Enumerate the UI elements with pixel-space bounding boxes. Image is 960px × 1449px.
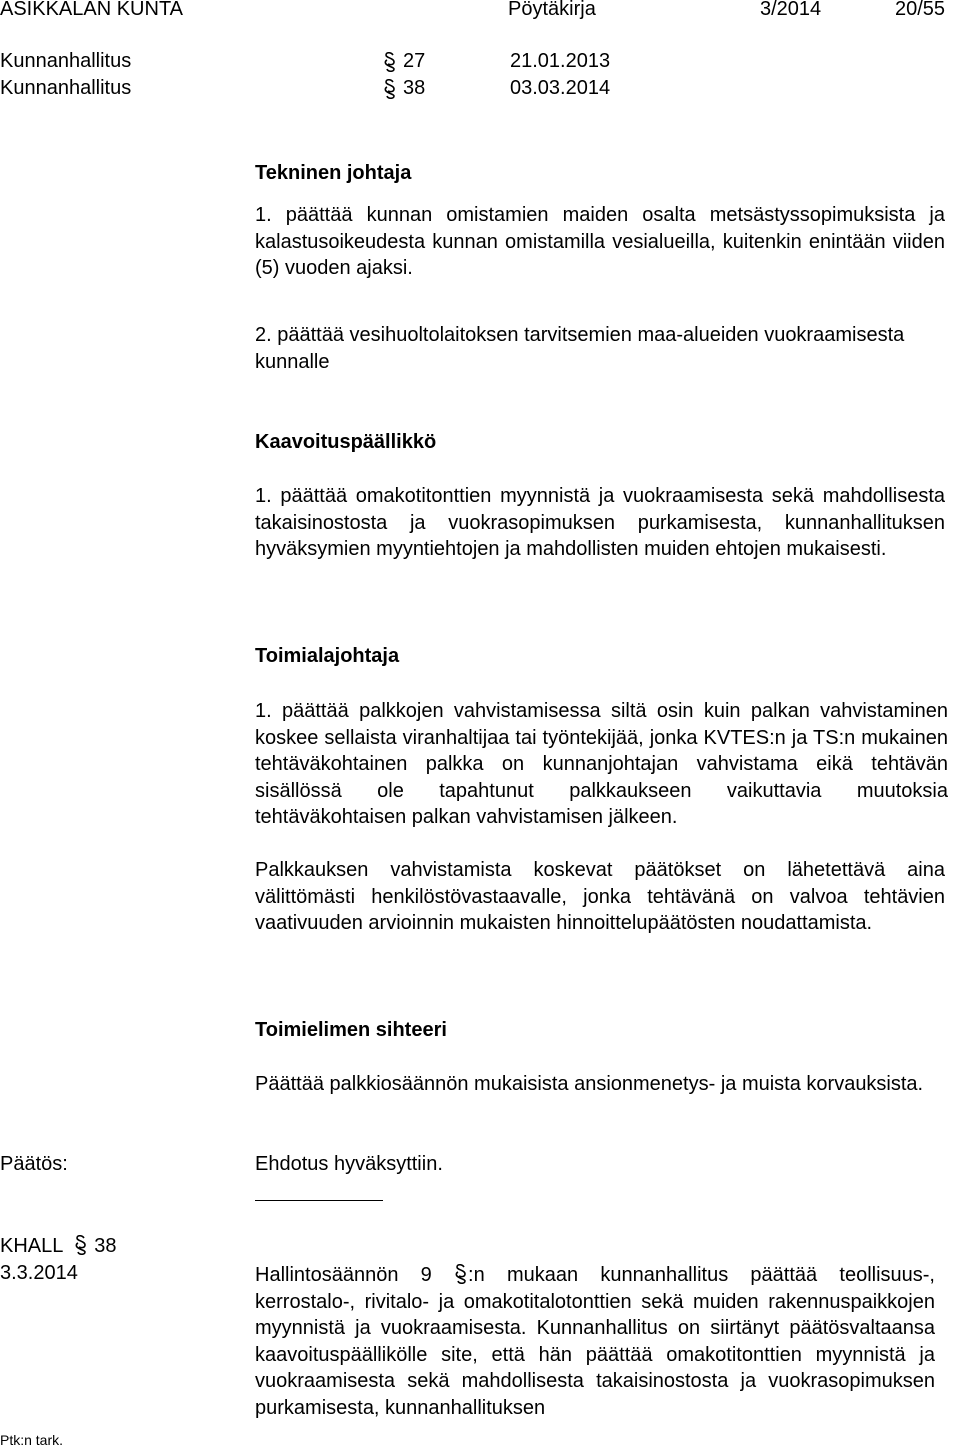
list-item: [255, 202, 945, 282]
khall-paragraph: [255, 1262, 935, 1421]
khall-text-prefix: Hallintosäännön 9: [255, 1264, 432, 1286]
meeting-body: Kunnanhallitus: [0, 77, 132, 99]
section-sign-icon: [454, 1264, 468, 1284]
paragraph-text: 1. päättää palkkojen vahvistamisessa siltä osin kuin palkan vahvistaminen koskee sellaista viranhaltijaa tai työntekijää, jonka KVTES:n ja TS:n mukainen tehtäväkohtainen palkka on kunnanjohtajan vahvistama eikä tehtävän sisällössä ole tapahtunut palkkaukseen vaikuttavia muutoksia tehtäväkohtaisen palkan vahvistamisen jälkeen.: [255, 700, 948, 828]
paragraph: [255, 1071, 925, 1098]
meeting-body: Kunnanhallitus: [0, 50, 132, 72]
paragraph-text: 1. päättää kunnan omistamien maiden osalta metsästyssopimuksista ja kalastusoikeudesta kunnan omistamilla vesialueilla, kuitenkin enintään viiden (5) vuoden ajaksi.: [255, 204, 945, 279]
paragraph-text: 2. päättää vesihuoltolaitoksen tarvitsemien maa-alueiden vuokraamisesta kunnalle: [255, 324, 905, 373]
section-sign-icon: [383, 52, 403, 75]
list-item: [255, 698, 948, 831]
list-item: [255, 483, 945, 563]
list-item: [255, 322, 950, 375]
paragraph-text: Päättää palkkiosäännön mukaisista ansionmenetys- ja muista korvauksista.: [255, 1073, 924, 1095]
khall-date: 3.3.2014: [0, 1262, 78, 1284]
meeting-date: 21.01.2013: [510, 50, 611, 72]
section-heading: Tekninen johtaja: [255, 162, 412, 184]
khall-text: KHALL: [0, 1235, 63, 1257]
doc-type: Pöytäkirja: [508, 0, 596, 20]
page-number: 20/55: [895, 0, 946, 20]
section-sign-icon: [383, 79, 403, 102]
footer-ptk: Ptk:n tark.: [0, 1432, 64, 1448]
paragraph-text: 1. päättää omakotitonttien myynnistä ja vuokraamisesta sekä mahdollisesta takaisinostosta ja vuokrasopimuksen purkamisesta, kunnanhallituksen hyväksymien myyntiehtojen ja mahdollisten muiden ehtojen mukaisesti.: [255, 485, 945, 560]
paragraph: [255, 857, 945, 937]
org-name: ASIKKALAN KUNTA: [0, 0, 184, 20]
paragraph-text: [255, 1262, 935, 1421]
section-heading: Kaavoituspäällikkö: [255, 431, 437, 453]
decision-label: Päätös:: [0, 1153, 68, 1175]
meeting-section: 27: [403, 50, 426, 72]
section-heading: Toimielimen sihteeri: [255, 1019, 447, 1041]
decision-text: Ehdotus hyväksyttiin.: [255, 1153, 443, 1175]
khall-label: [0, 1235, 116, 1258]
meeting-date: 03.03.2014: [510, 77, 611, 99]
doc-number: 3/2014: [760, 0, 822, 20]
section-heading: Toimialajohtaja: [255, 645, 400, 667]
paragraph-text: Palkkauksen vahvistamista koskevat päätökset on lähetettävä aina välittömästi henkilöstövastaavalle, jonka tehtävänä on valvoa tehtävien vaativuuden arvioinnin mukaisten hinnoittelupäätösten noudattamista.: [255, 859, 945, 934]
meeting-section: 38: [403, 77, 426, 99]
khall-section: 38: [94, 1235, 117, 1257]
decision-divider: [255, 1200, 383, 1201]
khall-text-rest: :n mukaan kunnanhallitus päättää teollisuus-, kerrostalo-, rivitalo- ja omakotitalotonttien sekä muiden rakennuspaikkojen myynnistä ja vuokraamisesta. Kunnanhallitus on siirtänyt päätösvaltaansa kaavoituspäällikölle site, että hän päättää omakotitonttien myynnistä ja vuokraamisesta sekä mahdollisesta takaisinostosta ja vuokrasopimuksen purkamisesta, kunnanhallituksen: [255, 1264, 935, 1419]
section-sign-icon: [74, 1235, 88, 1255]
